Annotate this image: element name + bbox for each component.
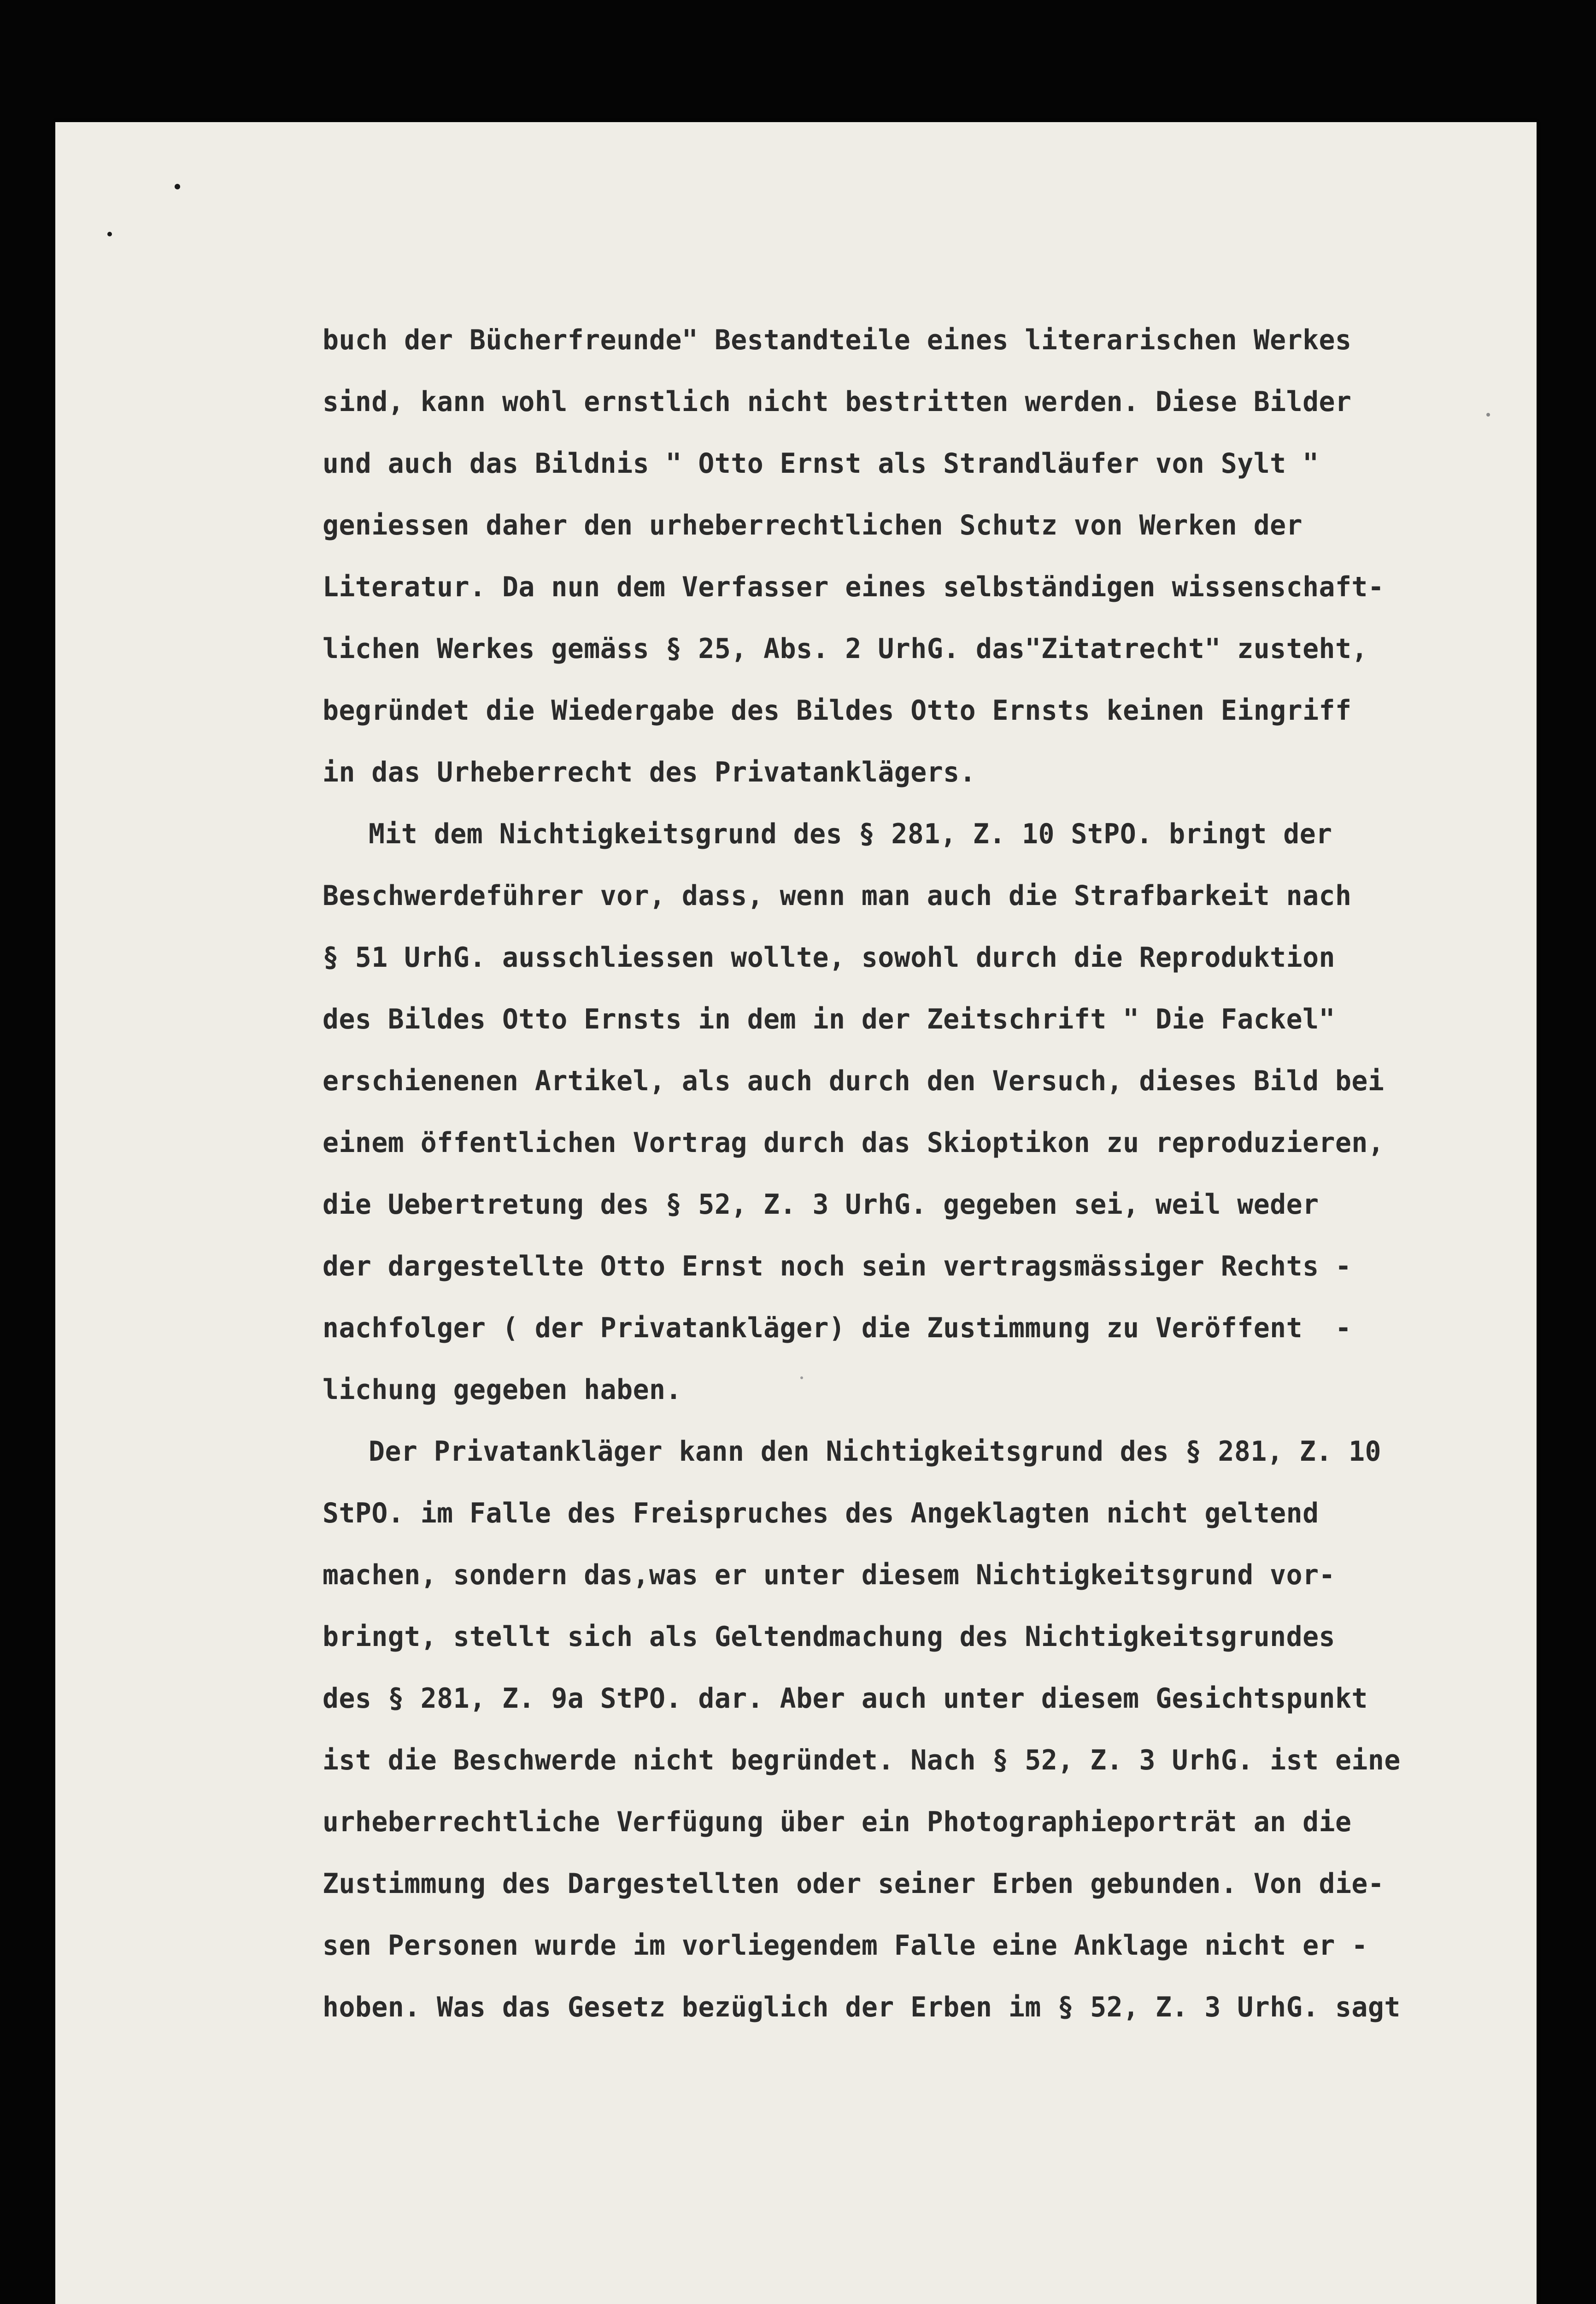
text-line: Literatur. Da nun dem Verfasser eines selbständigen wissenschaft- <box>323 571 1385 603</box>
text-line: die Uebertretung des § 52, Z. 3 UrhG. gegeben sei, weil weder <box>323 1188 1319 1221</box>
text-line: § 51 UrhG. ausschliessen wollte, sowohl durch die Reproduktion <box>323 941 1335 974</box>
text-line: bringt, stellt sich als Geltendmachung des Nichtigkeitsgrundes <box>323 1621 1335 1653</box>
text-line: Zustimmung des Dargestellten oder seiner Erben gebunden. Von die- <box>323 1868 1385 1900</box>
text-line: hoben. Was das Gesetz bezüglich der Erben im § 52, Z. 3 UrhG. sagt <box>323 1991 1401 2023</box>
text-line: StPO. im Falle des Freispruches des Angeklagten nicht geltend <box>323 1497 1319 1529</box>
text-line: machen, sondern das,was er unter diesem Nichtigkeitsgrund vor- <box>323 1559 1335 1591</box>
text-line: lichen Werkes gemäss § 25, Abs. 2 UrhG. das"Zitatrecht" zusteht, <box>323 633 1368 665</box>
text-line: einem öffentlichen Vortrag durch das Skioptikon zu reproduzieren, <box>323 1127 1385 1159</box>
text-line: der dargestellte Otto Ernst noch sein vertragsmässiger Rechts - <box>323 1250 1352 1282</box>
text-line: sen Personen wurde im vorliegendem Falle eine Anklage nicht er - <box>323 1929 1368 1962</box>
text-line: Der Privatankläger kann den Nichtigkeitsgrund des § 281, Z. 10 <box>369 1435 1381 1468</box>
text-line: ist die Beschwerde nicht begründet. Nach § 52, Z. 3 UrhG. ist eine <box>323 1744 1401 1776</box>
text-line: Mit dem Nichtigkeitsgrund des § 281, Z. 10 StPO. bringt der <box>369 818 1332 850</box>
text-line: nachfolger ( der Privatankläger) die Zustimmung zu Veröffent - <box>323 1312 1352 1344</box>
text-line: und auch das Bildnis " Otto Ernst als Strandläufer von Sylt " <box>323 447 1319 480</box>
text-line: buch der Bücherfreunde" Bestandteile eines literarischen Werkes <box>323 324 1352 356</box>
text-line: erschienenen Artikel, als auch durch den Versuch, dieses Bild bei <box>323 1065 1385 1097</box>
text-line: Beschwerdeführer vor, dass, wenn man auch die Strafbarkeit nach <box>323 880 1352 912</box>
text-line: sind, kann wohl ernstlich nicht bestritten werden. Diese Bilder <box>323 386 1352 418</box>
text-line: des § 281, Z. 9a StPO. dar. Aber auch unter diesem Gesichtspunkt <box>323 1682 1368 1715</box>
text-line: begründet die Wiedergabe des Bildes Otto Ernsts keinen Eingriff <box>323 694 1352 727</box>
text-line: in das Urheberrecht des Privatanklägers. <box>323 756 976 788</box>
text-line: urheberrechtliche Verfügung über ein Photographieporträt an die <box>323 1806 1352 1838</box>
text-line: lichung gegeben haben. <box>323 1374 682 1406</box>
text-line: geniessen daher den urheberrechtlichen Schutz von Werken der <box>323 509 1303 541</box>
text-line: des Bildes Otto Ernsts in dem in der Zeitschrift " Die Fackel" <box>323 1003 1335 1035</box>
